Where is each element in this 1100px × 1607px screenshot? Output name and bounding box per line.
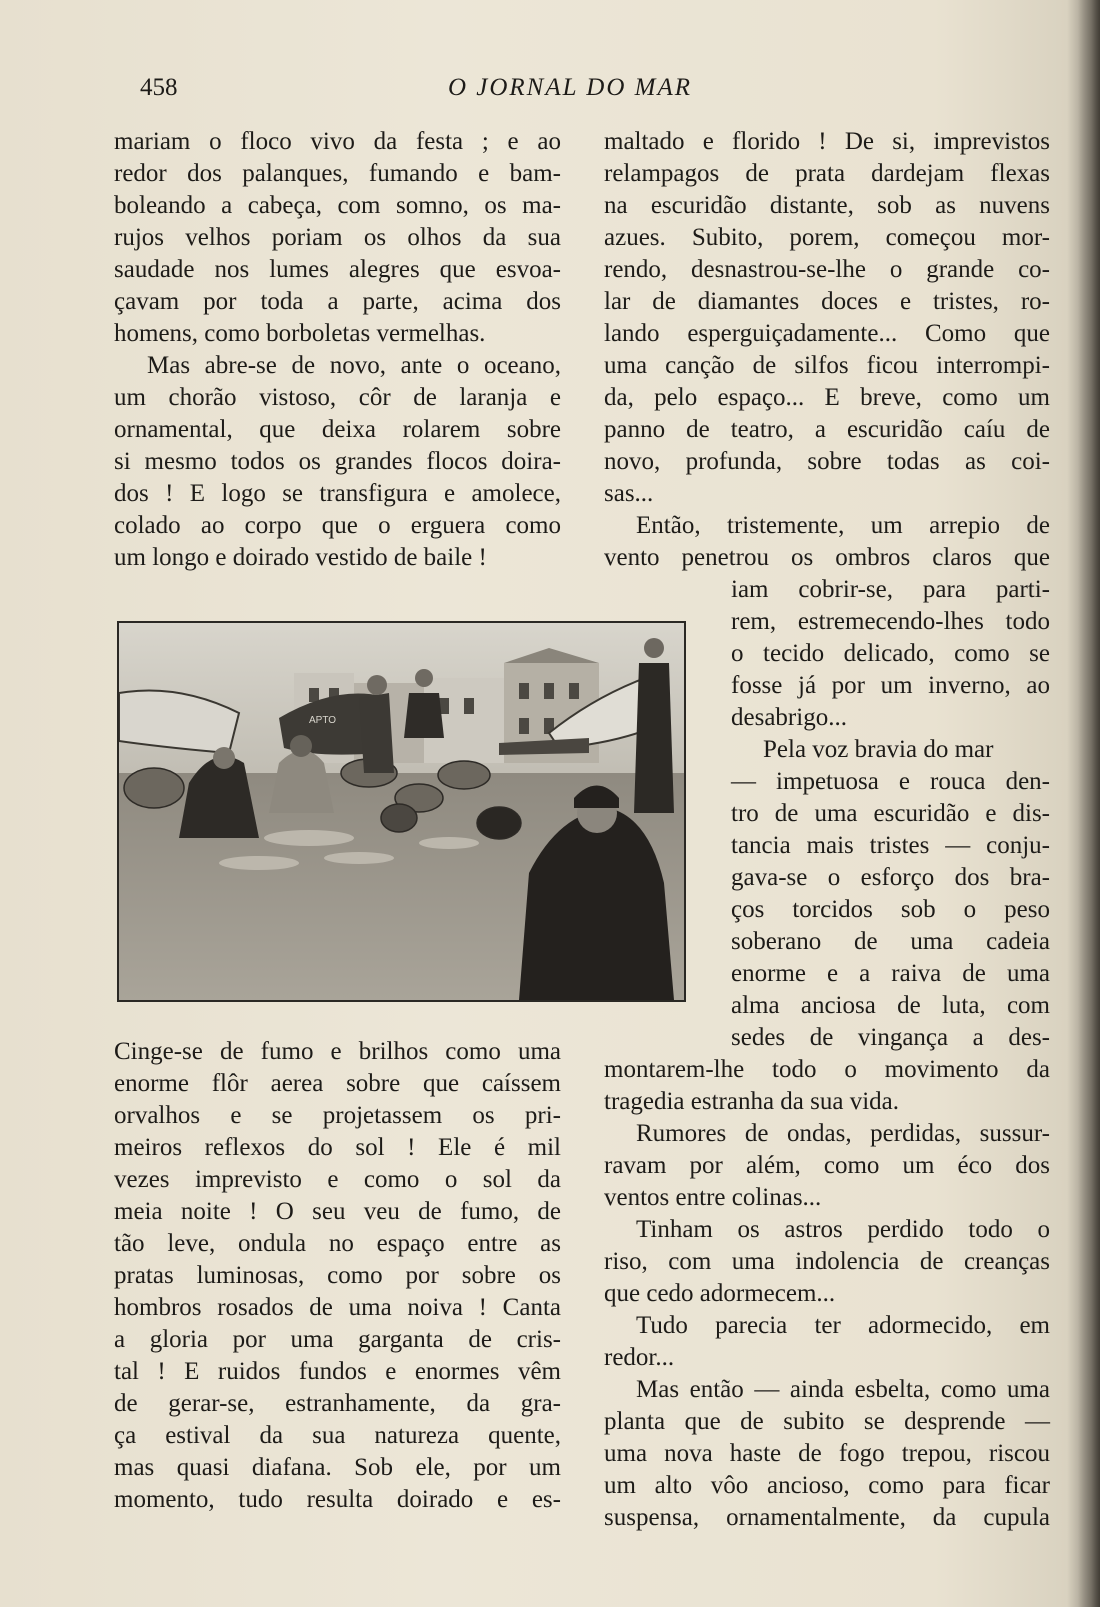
text-line: ça estival da sua natureza quente, — [114, 1422, 561, 1449]
text-line: fosse já por um inverno, ao — [731, 672, 1050, 699]
text-line: suspensa, ornamentalmente, da cupula — [604, 1504, 1050, 1531]
text-line: orvalhos e se projetassem os pri- — [114, 1102, 561, 1129]
text-line: Rumores de ondas, perdidas, sussur- — [636, 1120, 1050, 1147]
text-line: vento penetrou os ombros claros que — [604, 544, 1050, 571]
text-line: rem, estremecendo-lhes todo — [731, 608, 1050, 635]
text-line: um chorão vistoso, côr de laranja e — [114, 384, 561, 411]
text-line: tancia mais tristes — conju- — [731, 832, 1050, 859]
text-line: lar de diamantes doces e tristes, ro- — [604, 288, 1050, 315]
text-line: tal ! E ruidos fundos e enormes vêm — [114, 1358, 561, 1385]
text-line: sedes de vingança a des- — [731, 1024, 1050, 1051]
text-line: um alto vôo ancioso, como para ficar — [604, 1472, 1050, 1499]
text-line: da, pelo espaço... E breve, como um — [604, 384, 1050, 411]
running-title: O JORNAL DO MAR — [447, 74, 693, 101]
text-line: que cedo adormecem... — [604, 1280, 836, 1307]
text-line: rendo, desnastrou-se-lhe o grande co- — [604, 256, 1050, 283]
text-line: Tudo parecia ter adormecido, em — [636, 1312, 1050, 1339]
text-line: momento, tudo resulta doirado e es- — [114, 1486, 561, 1513]
text-line: boleando a cabeça, com somno, os ma- — [114, 192, 561, 219]
text-line: Pela voz bravia do mar — [763, 736, 994, 763]
text-line: vezes imprevisto e como o sol da — [114, 1166, 561, 1193]
text-line: tragedia estranha da sua vida. — [604, 1088, 900, 1115]
text-line: enorme flôr aerea sobre que caíssem — [114, 1070, 561, 1097]
text-line: maltado e florido ! De si, imprevistos — [604, 128, 1050, 155]
text-line: — impetuosa e rouca den- — [731, 768, 1050, 795]
text-line: redor dos palanques, fumando e bam- — [114, 160, 561, 187]
text-line: tro de uma escuridão e dis- — [731, 800, 1050, 827]
text-line: redor... — [604, 1344, 675, 1371]
text-line: mas quasi diafana. Sob ele, por um — [114, 1454, 561, 1481]
text-line: Então, tristemente, um arrepio de — [636, 512, 1050, 539]
text-line: relampagos de prata dardejam flexas — [604, 160, 1050, 187]
text-line: mariam o floco vivo da festa ; e ao — [114, 128, 561, 155]
text-line: o tecido delicado, como se — [731, 640, 1050, 667]
text-line: meia noite ! O seu veu de fumo, de — [114, 1198, 561, 1225]
text-line: gava-se o esforço dos bra- — [731, 864, 1050, 891]
text-line: Tinham os astros perdido todo o — [636, 1216, 1050, 1243]
text-line: na escuridão distante, sob as nuvens — [604, 192, 1050, 219]
text-line: novo, profunda, sobre todas as coi- — [604, 448, 1050, 475]
boat-lettering: APTO — [309, 715, 337, 726]
text-line: homens, como borboletas vermelhas. — [114, 320, 486, 347]
text-line: hombros rosados de uma noiva ! Canta — [114, 1294, 561, 1321]
text-line: planta que de subito se desprende — — [604, 1408, 1050, 1435]
text-line: dos ! E logo se transfigura e amolece, — [114, 480, 561, 507]
text-line: çavam por toda a parte, acima dos — [114, 288, 561, 315]
text-line: azues. Subito, porem, começou mor- — [604, 224, 1050, 251]
text-line: sas... — [604, 480, 654, 507]
text-line: colado ao corpo que o erguera como — [114, 512, 561, 539]
text-line: Mas abre-se de novo, ante o oceano, — [147, 352, 561, 379]
text-line: riso, com uma indolencia de creanças — [604, 1248, 1050, 1275]
page-number: 458 — [140, 74, 178, 101]
text-line: um longo e doirado vestido de baile ! — [114, 544, 487, 571]
text-line: uma nova haste de fogo trepou, riscou — [604, 1440, 1050, 1467]
page-edge-shadow — [1078, 0, 1100, 1607]
text-line: uma canção de silfos ficou interrompi- — [604, 352, 1050, 379]
text-line: montarem-lhe todo o movimento da — [604, 1056, 1050, 1083]
text-line: Mas então — ainda esbelta, como uma — [636, 1376, 1050, 1403]
text-line: rujos velhos poriam os olhos da sua — [114, 224, 561, 251]
text-line: saudade nos lumes alegres que esvoa- — [114, 256, 561, 283]
text-line: soberano de uma cadeia — [731, 928, 1050, 955]
text-line: ornamental, que deixa rolarem sobre — [114, 416, 561, 443]
text-line: ços torcidos sob o peso — [731, 896, 1050, 923]
text-line: de gerar-se, estranhamente, da gra- — [114, 1390, 561, 1417]
text-line: enorme e a raiva de uma — [731, 960, 1050, 987]
text-line: ravam por além, como um éco dos — [604, 1152, 1050, 1179]
text-line: desabrigo... — [731, 704, 847, 731]
text-line: alma anciosa de luta, com — [731, 992, 1050, 1019]
text-line: a gloria por uma garganta de cris- — [114, 1326, 561, 1353]
text-line: meiros reflexos do sol ! Ele é mil — [114, 1134, 561, 1161]
text-line: panno de teatro, a escuridão caíu de — [604, 416, 1050, 443]
text-line: iam cobrir-se, para parti- — [731, 576, 1050, 603]
text-line: tão leve, ondula no espaço entre as — [114, 1230, 561, 1257]
text-line: lando esperguiçadamente... Como que — [604, 320, 1050, 347]
beach-photograph — [117, 621, 686, 1002]
text-line: ventos entre colinas... — [604, 1184, 822, 1211]
text-line: pratas luminosas, como por sobre os — [114, 1262, 561, 1289]
text-line: Cinge-se de fumo e brilhos como uma — [114, 1038, 561, 1065]
text-line: si mesmo todos os grandes flocos doira- — [114, 448, 561, 475]
